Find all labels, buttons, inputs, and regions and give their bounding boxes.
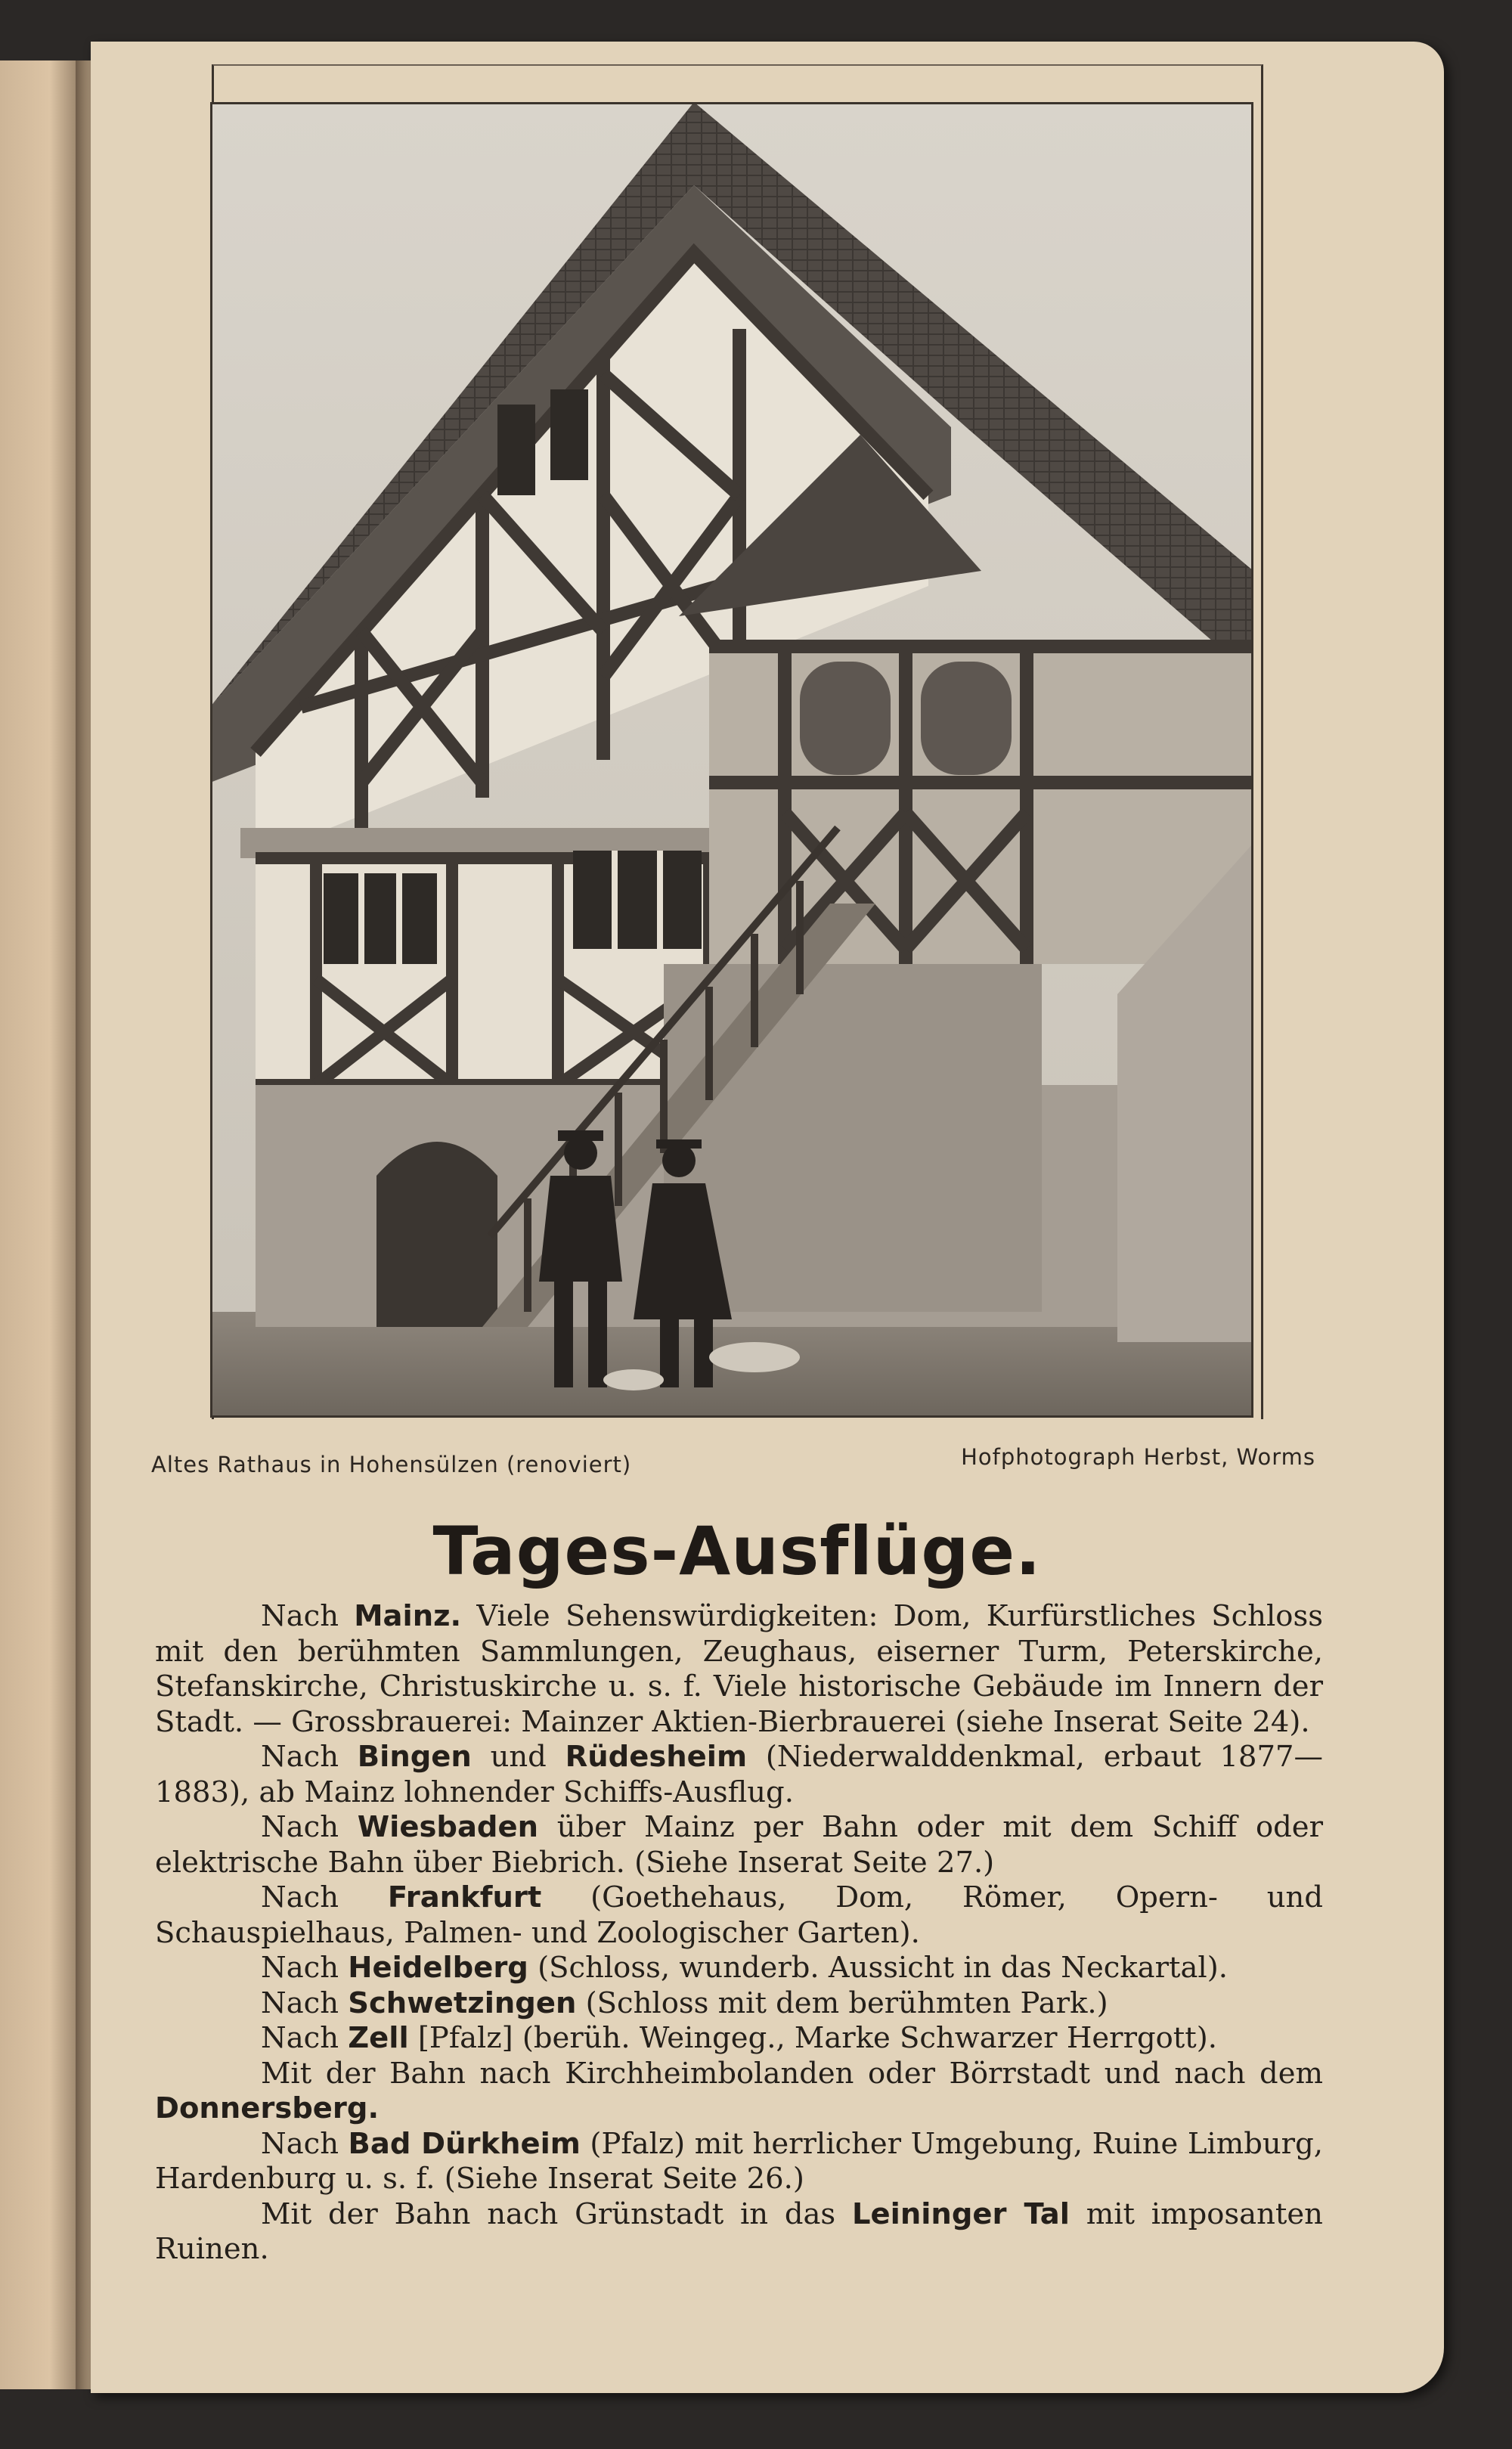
town-hall-photo — [210, 102, 1253, 1418]
photo-caption: Altes Rathaus in Hohensülzen (renoviert) — [151, 1452, 632, 1477]
page-title: Tages-Ausflüge. — [432, 1512, 1042, 1590]
list-item: Nach Bad Dürkheim (Pfalz) mit herrlicher Umgebung, Ruine Limburg, Hardenburg u. s. f. (Siehe Inserat Seite 26.) — [155, 2126, 1323, 2196]
list-item: Nach Heidelberg (Schloss, wunderb. Aussicht in das Neckartal). — [261, 1951, 1228, 1985]
photographer-credit: Hofphotograph Herbst, Worms — [961, 1444, 1315, 1470]
list-item: Mit der Bahn nach Kirchheimbolanden oder Börrstadt und nach dem Donnersberg. — [155, 2056, 1323, 2125]
list-item: Nach Frankfurt (Goethehaus, Dom, Römer, Opern- und Schauspielhaus, Palmen- und Zoologischer Garten). — [155, 1880, 1323, 1950]
list-item: Nach Wiesbaden über Mainz per Bahn oder mit dem Schiff oder elektrische Bahn über Biebrich. (Siehe Inserat Seite 27.) — [155, 1810, 1323, 1880]
list-item: Nach Bingen und Rüdesheim (Niederwalddenkmal, erbaut 1877—1883), ab Mainz lohnender Schiffs-Ausflug. — [155, 1740, 1323, 1809]
excursion-list — [155, 1599, 1323, 2268]
list-item: Mit der Bahn nach Grünstadt in das Leininger Tal mit imposanten Ruinen. — [155, 2196, 1323, 2266]
list-item: Nach Zell [Pfalz] (berüh. Weingeg., Marke Schwarzer Herrgott). — [261, 2021, 1218, 2055]
list-item: Nach Schwetzingen (Schloss mit dem berühmten Park.) — [261, 1986, 1108, 2020]
left-page-edge — [0, 60, 83, 2389]
list-item: Nach Mainz. Viele Sehenswürdigkeiten: Dom, Kurfürstliches Schloss mit den berühmten Sammlungen, Zeughaus, eiserner Turm, Peterskirche, Stefanskirche, Christuskirche u. s. f. Viele historische Gebäude im Innern der Stadt. — Grossbrauerei: Mainzer Aktien-Bierbrauerei (siehe Inserat Seite 24). — [155, 1599, 1323, 1739]
